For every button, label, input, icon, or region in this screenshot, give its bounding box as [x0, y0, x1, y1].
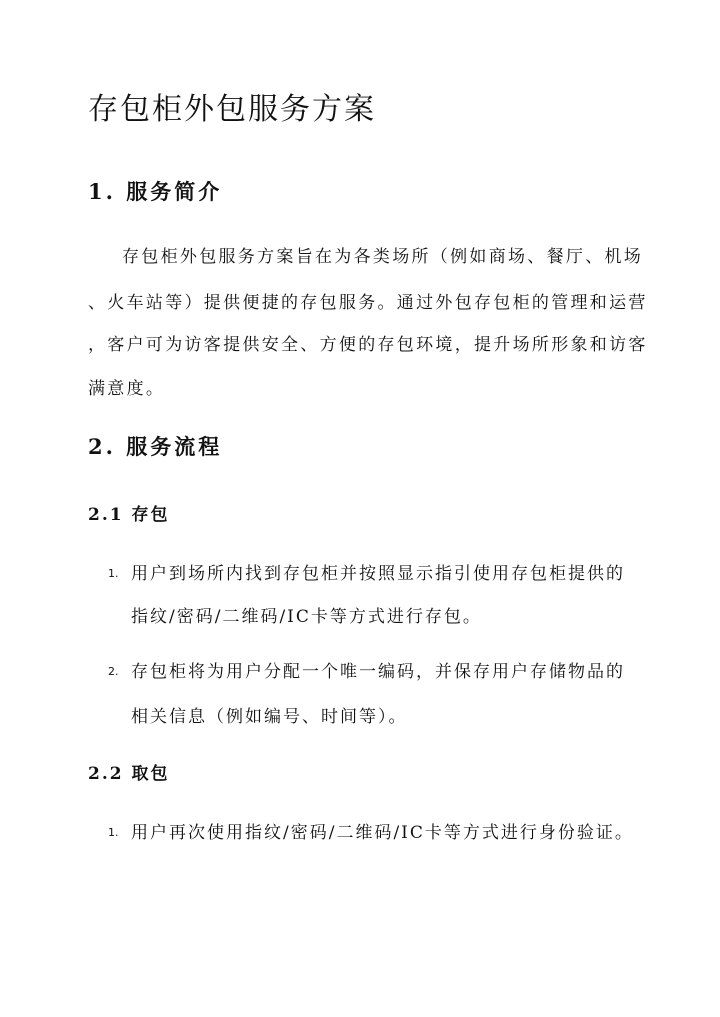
- list-item-line: 指纹/密码/二维码/IC卡等方式进行存包。: [131, 607, 482, 627]
- list-item-number: 2.: [108, 665, 119, 678]
- document-title: 存包柜外包服务方案: [88, 92, 376, 127]
- paragraph-line: ，客户可为访客提供安全、方便的存包环境，提升场所形象和访客: [88, 335, 648, 355]
- list-item-line: 存包柜将为用户分配一个唯一编码，并保存用户存储物品的: [131, 662, 625, 682]
- subsection-heading-retrieve: 2.2 取包: [88, 764, 170, 784]
- list-item-line: 用户再次使用指纹/密码/二维码/IC卡等方式进行身份验证。: [131, 823, 634, 843]
- paragraph-line: 存包柜外包服务方案旨在为各类场所（例如商场、餐厅、机场: [122, 247, 644, 267]
- subsection-heading-deposit: 2.1 存包: [88, 505, 170, 525]
- list-item-number: 1.: [108, 826, 119, 839]
- paragraph-line: 满意度。: [88, 379, 166, 399]
- section-heading-service-intro: 1. 服务简介: [88, 179, 223, 204]
- list-item-number: 1.: [108, 567, 119, 580]
- section-heading-service-process: 2. 服务流程: [88, 434, 223, 459]
- paragraph-line: 、火车站等）提供便捷的存包服务。通过外包存包柜的管理和运营: [88, 293, 648, 313]
- list-item-line: 用户到场所内找到存包柜并按照显示指引使用存包柜提供的: [131, 564, 625, 584]
- list-item-line: 相关信息（例如编号、时间等）。: [131, 707, 408, 727]
